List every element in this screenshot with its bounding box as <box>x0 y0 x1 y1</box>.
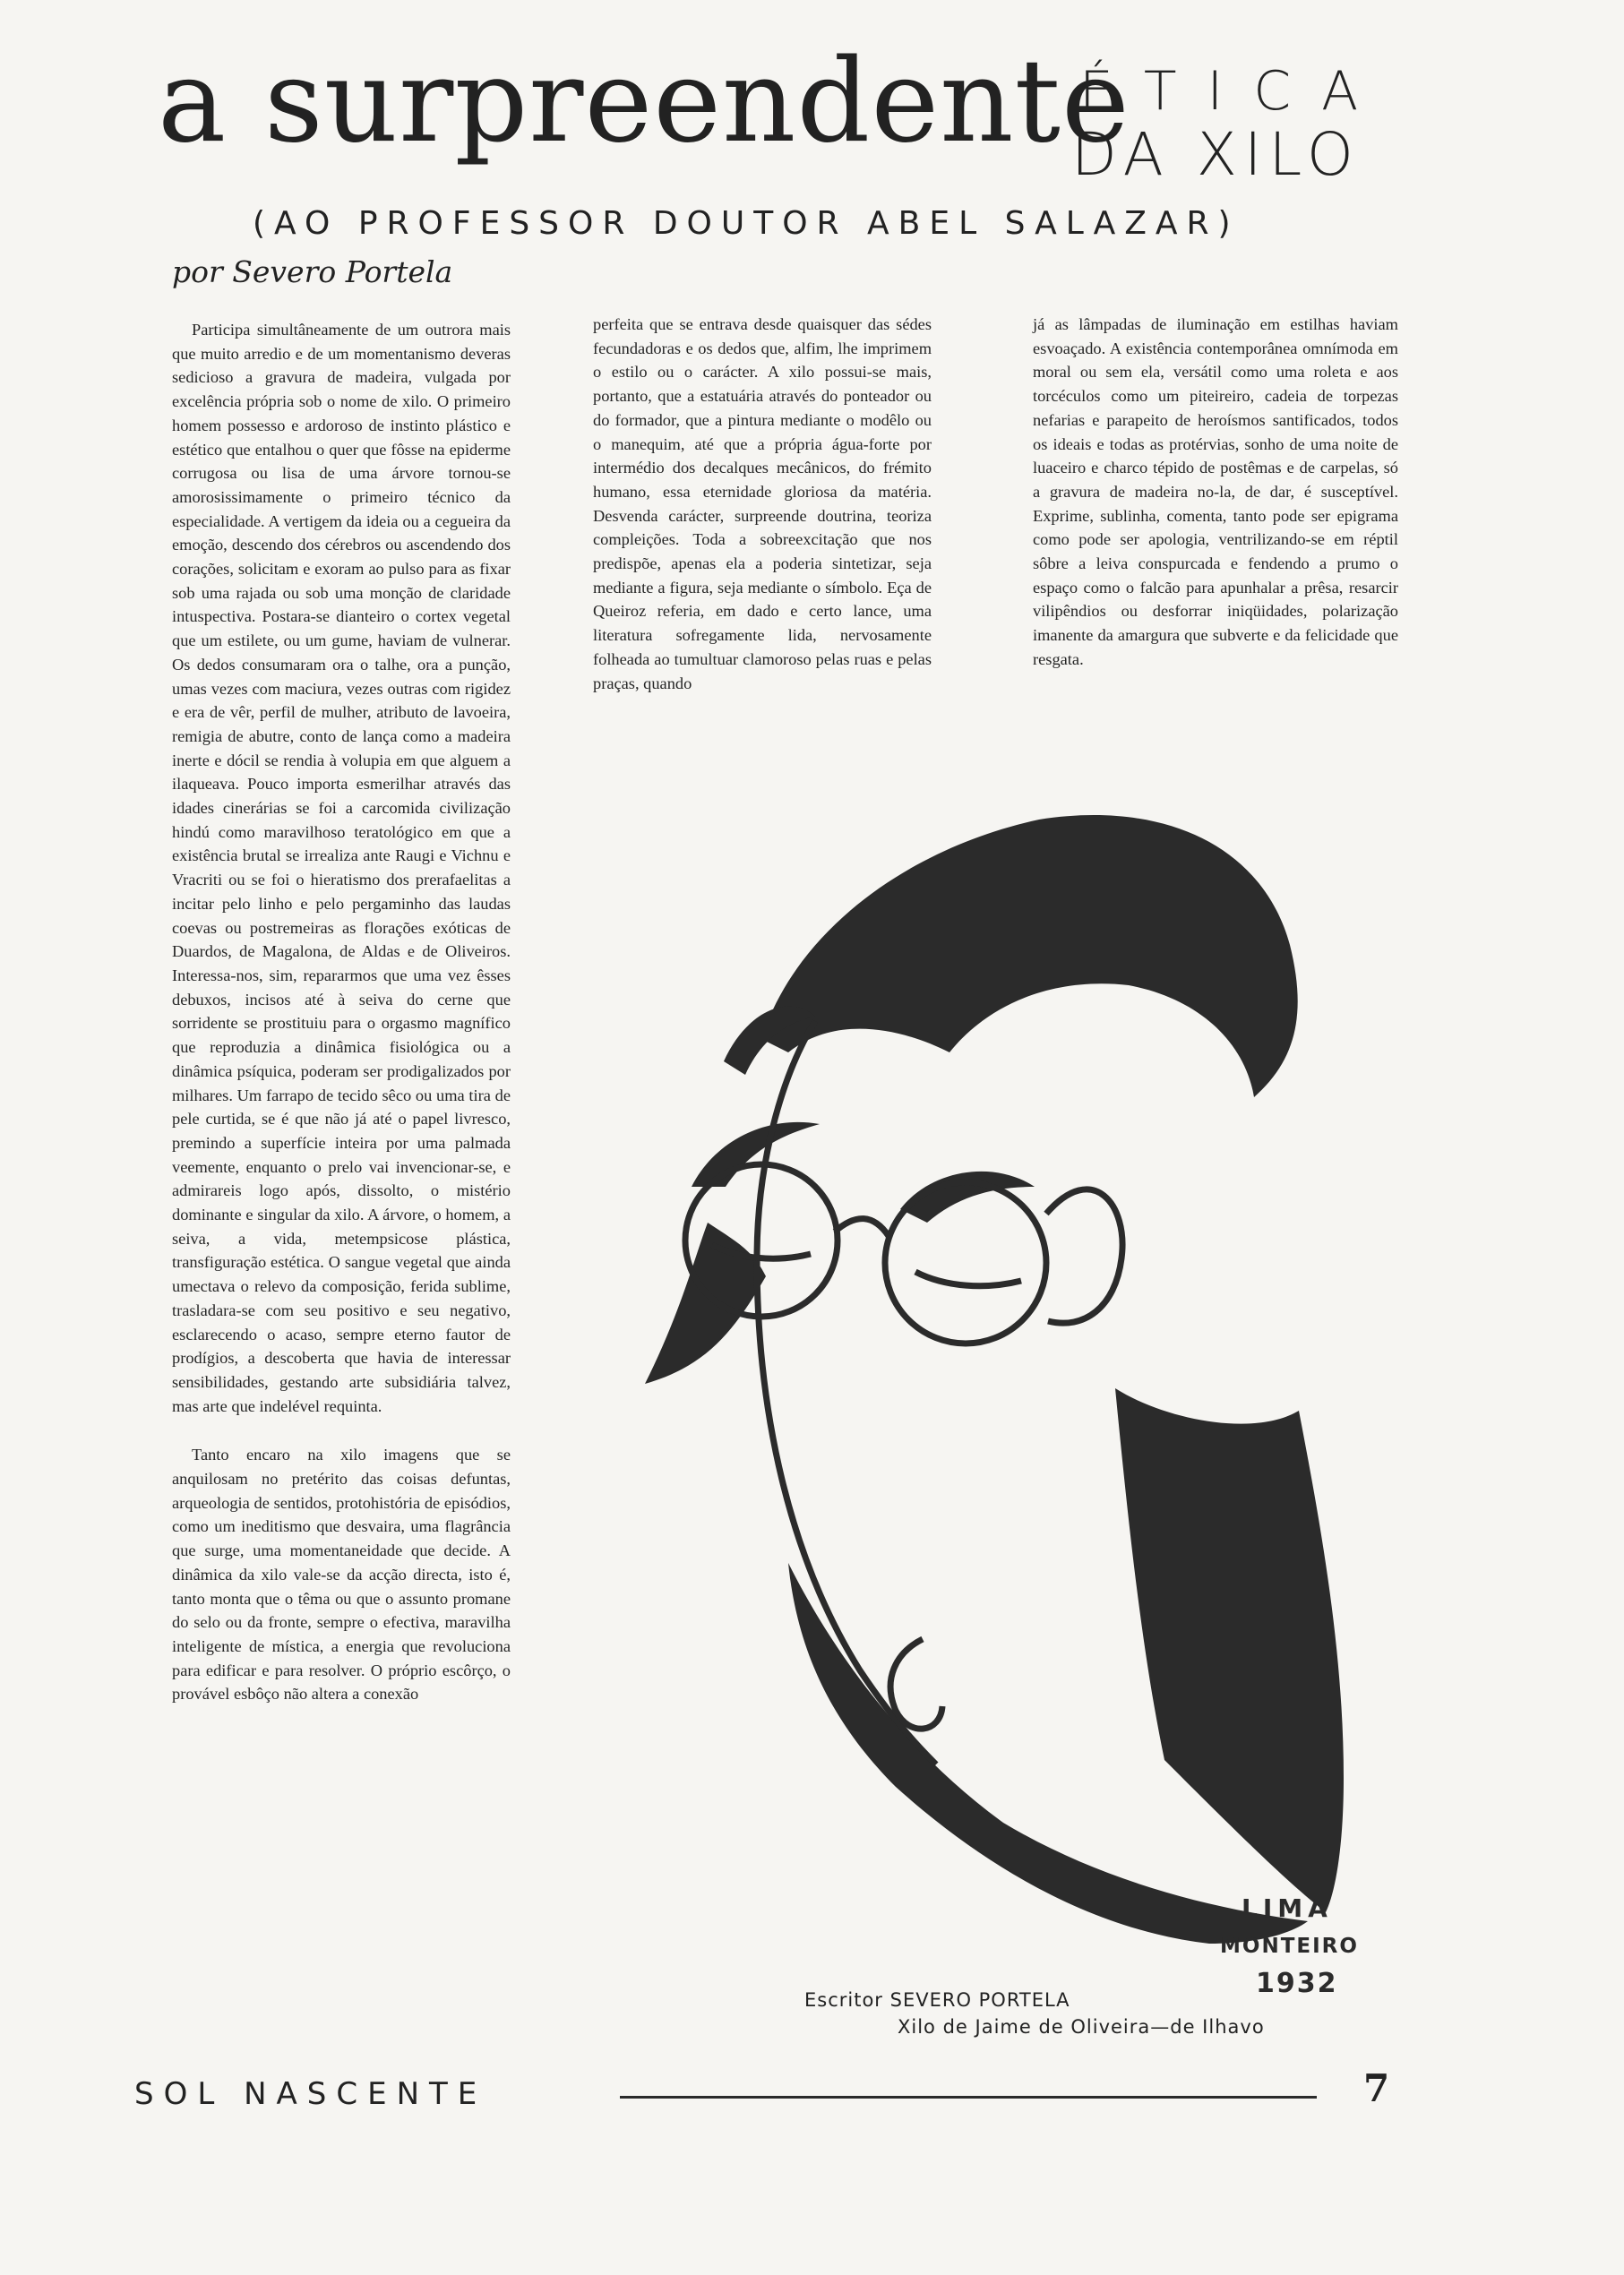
woodcut-portrait <box>627 793 1487 2020</box>
page-number: 7 <box>1363 2066 1390 2110</box>
article-title-etica: ÉTICA <box>1079 60 1389 123</box>
portrait-ear <box>1046 1189 1122 1323</box>
paragraph: já as lâmpadas de iluminação em estilhas haviam esvoaçado. A existência contemporânea omnímoda em moral ou sem ela, versátil como uma roleta e aos torcéculos como um piteireiro, cadeia de torpezas nefarias e parapeito de heroísmos santificados, todos os ideais e todas as protérvias, sonho de uma noite de luaceiro e charco tépido de postêmas e de carpelas, só a gravura de madeira no-la, de dar, é susceptível. Exprime, sublinha, comenta, tanto pode ser epigrama como pode ser apologia, ventrilizando-se em réptil sôbre a leiva conspurcada e fendendo a prumo o espaço como o falcão para apunhalar a prêsa, resarcir vilipêndios ou desforrar iniqüidades, polarização imanente da amargura que subverte e da felicidade que resgata. <box>1033 315 1398 668</box>
article-title-da-xilo: DA XILO <box>1071 120 1361 189</box>
article-column-1 <box>172 318 511 1706</box>
signature-line-1: LIMA <box>1242 1893 1333 1923</box>
article-author: por Severo Portela <box>172 254 453 289</box>
footer-rule <box>620 2096 1317 2099</box>
portrait-hair <box>761 815 1298 1097</box>
article-dedication: (AO PROFESSOR DOUTOR ABEL SALAZAR) <box>253 205 1240 242</box>
portrait-glasses-bridge <box>835 1219 889 1236</box>
portrait-left-shadow <box>645 1223 766 1384</box>
paragraph: Tanto encaro na xilo imagens que se anquilosam no pretérito das coisas defuntas, arqueologia de sentidos, protohistória de episódios, como um ineditismo que desvaira, uma flagrância que surge, uma momentaneidade que decide. A dinâmica da xilo vale-se da acção directa, isto é, tanto monta que o têma ou que o assunto promane do selo ou da fronte, sempre o efectiva, maravilha inteligente de mística, a energia que revoluciona para edificar e para resolver. O próprio escôrço, o provável esbôço não altera a conexão <box>172 1446 511 1704</box>
signature-year: 1932 <box>1256 1968 1338 1999</box>
portrait-right-shadow <box>1115 1388 1344 1912</box>
article-title: a surpreendente <box>158 35 1130 168</box>
caption-line-2: Xilo de Jaime de Oliveira—de Ilhavo <box>898 2016 1265 2038</box>
portrait-right-eye <box>915 1272 1021 1286</box>
paragraph: Participa simultâneamente de um outrora mais que muito arredio e de um momentanismo deveras sedicioso a gravura de madeira, vulgada por excelência própria sob o nome de xilo. O primeiro homem possesso e ardoroso de instinto plástico e estético que entalhou o quer que fôsse na epiderme corrugosa ou lisa de uma árvore tornou-se amorosissimamente o primeiro técnico da especialidade. A vertigem da ideia ou a cegueira da emoção, descendo dos cérebros ou ascendendo dos corações, solicitam e exoram ao pulso para as fixar sob uma rajada ou sob uma monção de claridade intuspectiva. Postara-se dianteiro o cortex vegetal que um estilete, ou um gume, haviam de vulnerar. Os dedos consumaram ora o talhe, ora a punção, umas vezes com maciura, vezes outras com rigidez e era de vêr, perfil de mulher, atributo de lavoeira, remigia de abutre, conto de lança como a madeira inerte e dócil se rendia à volupia em que alguem a ilaqueava. Pouco importa esmerilhar através das idades cinerárias se foi a carcomida civilização hindú como maravilhoso teratológico em que a existência brutal se irrealiza ante Raugi e Vichnu e Vracriti ou se foi o hieratismo dos prerafaelitas a incitar pelo linho e pelo pergaminho das laudas coevas ou postremeiras as florações exóticas de Duardos, de Magalona, de Aldas e de Oliveiros. Interessa-nos, sim, repararmos que uma vez êsses debuxos, incisos até à seiva do cerne que sorridente se prostituiu para o orgasmo magnífico que reproduzia a dinâmica fisiológica ou a dinâmica psíquica, poderam ser prodigalizados por milhares. Um farrapo de tecido sêco ou uma tira de pele curtida, se é que não já até o papel livresco, premindo a superfície inteira por uma palmada veemente, enquanto o prelo vai invencionar-se, e admirareis logo após, dissolto, o mistério dominante e singular da xilo. A árvore, o homem, a seiva, a vida, metempsicose plástica, transfiguração estética. O sangue vegetal que ainda umectava o relevo da composição, ferida sublime, trasladara-se com seu positivo e seu negativo, esclarecendo o acaso, sempre eterno fautor de prodígios, a descoberta que havia de interessar sensibilidades, gestando arte subsidiária talvez, mas arte que indelével requinta. <box>172 321 511 1415</box>
article-column-2 <box>593 313 932 695</box>
portrait-mouth <box>890 1639 942 1729</box>
paragraph: perfeita que se entrava desde quaisquer das sédes fecundadoras e os dedos que, alfim, lhe imprimem o estilo ou o carácter. A xilo possui-se mais, portanto, que a estatuária através do ponteador ou do formador, que a pintura mediante o modêlo ou o manequim, até que a própria água-forte por intermédio dos decalques mecânicos, do frémito humano, essa eternidade gloriosa da matéria. Desvenda carácter, surpreende doutrina, teoriza compleições. Toda a sobreexcitação que nos predispõe, apenas ela a poderia sintetizar, seja mediante a figura, seja mediante o símbolo. Eça de Queiroz referia, em dado e certo lance, uma literatura sofregamente lida, nervosamente folheada ao tumultuar clamoroso pelas ruas e pelas praças, quando <box>593 315 932 692</box>
artist-signature <box>1220 1881 1372 2024</box>
signature-line-2: MONTEIRO <box>1220 1935 1359 1958</box>
article-column-3 <box>1033 313 1398 672</box>
footer-publication-name: SOL NASCENTE <box>134 2076 487 2112</box>
caption-line-1: Escritor SEVERO PORTELA <box>804 1989 1070 2011</box>
portrait-right-lens <box>885 1182 1046 1344</box>
